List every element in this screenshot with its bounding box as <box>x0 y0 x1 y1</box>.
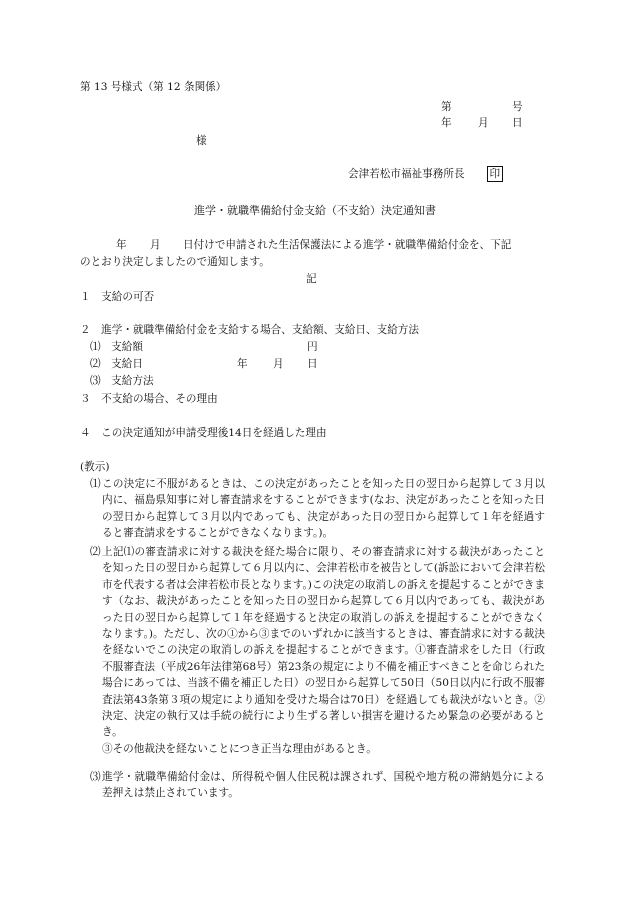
note-2-text-tail: ③その他裁決を経ないことにつき正当な理由があるとき。 <box>102 742 377 755</box>
item-2: ２ 進学・就職準備給付金を支給する場合、支給額、支給日、支給方法 <box>80 324 419 336</box>
issuer-name: 会津若松市福祉事務所長 <box>348 168 465 180</box>
kyouji-note-1 <box>90 476 545 542</box>
form-label: 第 13 号様式（第 12 条関係） <box>80 81 227 93</box>
seal-mark: 印 <box>487 166 504 182</box>
intro-text-line1: 日付けで申請された生活保護法による進学・就職準備給付金を、下記 <box>183 239 512 251</box>
item-1: １ 支給の可否 <box>80 291 155 303</box>
item-2-2-day: 日 <box>307 358 318 370</box>
doc-number-dai: 第 <box>441 101 452 113</box>
note-3-text: 進学・就職準備給付金は、所得税や個人住民税は課されず、国税や地方税の滞納処分による差押えは禁止されています。 <box>102 771 545 800</box>
item-2-2-month: 月 <box>273 358 284 370</box>
date-day: 日 <box>512 117 523 129</box>
note-1-number: ⑴ <box>90 478 101 490</box>
addressee-suffix: 様 <box>196 135 207 147</box>
item-2-1-unit: 円 <box>307 341 318 353</box>
note-2-text: 上記⑴の審査請求に対する裁決を経た場合に限り、その審査請求に対する裁決があったことを知った日の翌日から起算して６月以内に、会津若松市を被告として(訴訟において会津若松市を代表する者は会津若松市長となります。)この決定の取消しの訴えを提起することができます（なお、裁決があったことを知った日の翌日から起算して６月以内であっても、裁決があった日の翌日から起算して１年を経過すると決定の取消しの訴えを提起することができなくなります。)。ただし、次の①から③までのいずれかに該当するときは、審査請求に対する裁決を経ないでこの決定の取消しの訴えを提起することができます。①審査請求をした日（行政不服審査法（平成26年法律第68号）第23条の規定により不備を補正すべきことを命じられた場合にあっては、当該不備を補正した日）の翌日から起算して50日（50日以内に行政不服審査法第43条第３項の規定により通知を受けた場合は70日）を経過しても裁決がないとき。②決定、決定の執行又は手続の続行により生ずる著しい損害を避けるため緊急の必要があるとき。 <box>102 546 545 739</box>
date-year: 年 <box>441 117 452 129</box>
document-title: 進学・就職準備給付金支給（不支給）決定通知書 <box>194 204 436 217</box>
intro-month: 月 <box>150 239 161 251</box>
note-2-number: ⑵ <box>90 546 101 558</box>
date-month: 月 <box>478 117 489 129</box>
item-2-3-label: ⑶ 支給方法 <box>90 375 154 387</box>
note-3-number: ⑶ <box>90 771 101 783</box>
item-2-2-label: ⑵ 支給日 <box>90 358 143 370</box>
item-2-2-year: 年 <box>237 358 248 370</box>
kyouji-note-3 <box>90 769 545 802</box>
kyouji-note-2 <box>90 544 545 757</box>
ki-marker: 記 <box>306 273 317 285</box>
item-2-1-label: ⑴ 支給額 <box>90 341 143 353</box>
intro-text-line2: のとおり決定しましたので通知します。 <box>80 256 270 268</box>
doc-number-go: 号 <box>512 101 523 113</box>
item-3: ３ 不支給の場合、その理由 <box>80 393 218 405</box>
item-4: ４ この決定通知が申請受理後14日を経過した理由 <box>80 427 327 439</box>
issuer-line <box>348 166 503 182</box>
note-1-text: この決定に不服があるときは、この決定があったことを知った日の翌日から起算して３月以内に、福島県知事に対し審査請求をすることができます(なお、決定があったことを知った日の翌日から起算して３月以内であっても、決定があった日の翌日から起算して１年を経過すると審査請求をすることができなくなります。)。 <box>102 478 545 540</box>
kyouji-heading: (教示) <box>80 461 110 473</box>
intro-year: 年 <box>116 239 127 251</box>
